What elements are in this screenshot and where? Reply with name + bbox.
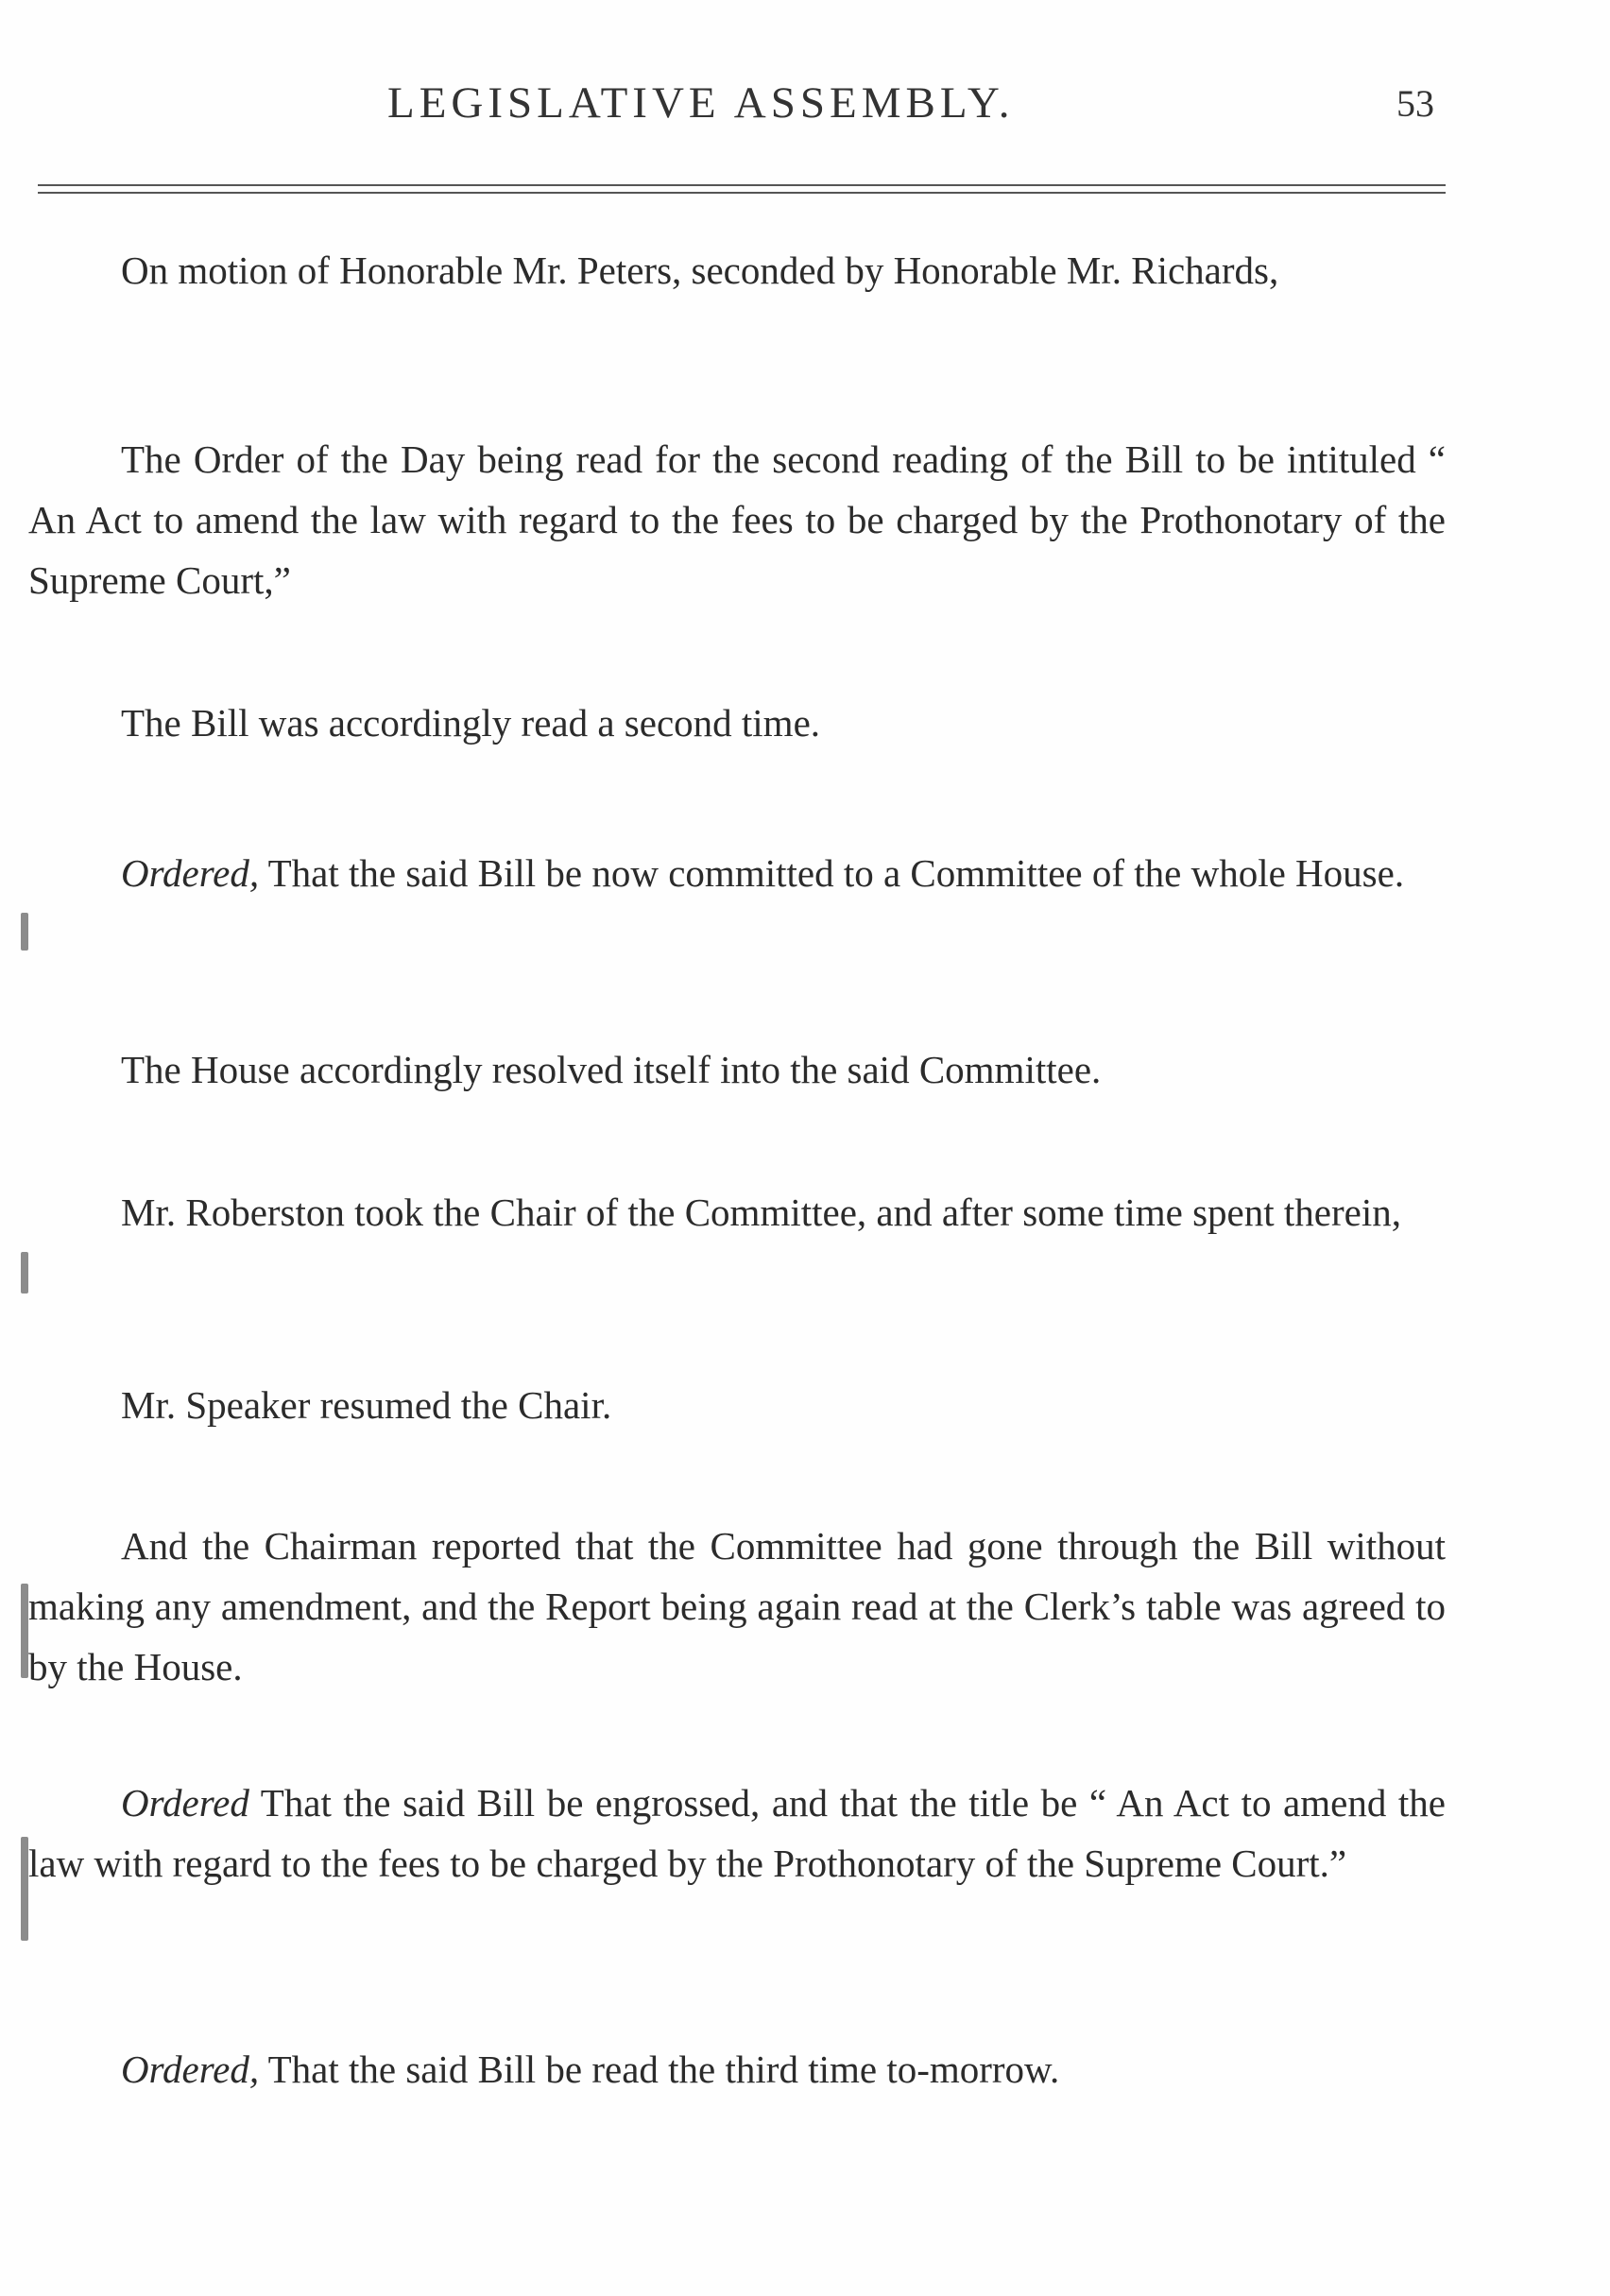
paragraph-text: The Bill was accordingly read a second time. — [121, 701, 821, 745]
paragraph-ordered-third-reading — [28, 2039, 1446, 2099]
header-rule-top — [38, 184, 1446, 186]
paragraph-text: That the said Bill be read the third time to-morrow. — [259, 2048, 1060, 2091]
paragraph-text: That the said Bill be engrossed, and that the title be “ An Act to amend the law with regard to the fees to be charged by the Prothonotary of the Supreme Court.” — [28, 1781, 1446, 1885]
paragraph-speaker-resumed — [28, 1375, 1446, 1435]
ordered-lead: Ordered, — [121, 851, 260, 895]
running-head: LEGISLATIVE ASSEMBLY. — [387, 78, 1015, 128]
paragraph-text: Mr. Speaker resumed the Chair. — [121, 1383, 612, 1427]
scan-mark — [21, 1584, 28, 1678]
paragraph-ordered-engrossed — [28, 1773, 1446, 1893]
scan-mark — [21, 1252, 28, 1294]
paragraph-text: Mr. Roberston took the Chair of the Committee, and after some time spent therein, — [121, 1191, 1401, 1234]
paragraph-order-of-day — [28, 429, 1446, 610]
paragraph-chair — [28, 1182, 1446, 1242]
page-number: 53 — [1396, 82, 1434, 125]
paragraph-text: The Order of the Day being read for the second reading of the Bill to be intituled “ An Act to amend the law with regard to the fees to be charged by the Prothonotary of the Supreme Court,” — [28, 437, 1446, 602]
paragraph-text: The House accordingly resolved itself into the said Committee. — [121, 1048, 1102, 1091]
paragraph-second-reading — [28, 693, 1446, 753]
paragraph-motion — [28, 240, 1446, 300]
scan-mark — [21, 913, 28, 951]
paragraph-ordered-committed — [28, 843, 1446, 903]
ordered-lead: Ordered, — [121, 2048, 260, 2091]
paragraph-house-resolved — [28, 1039, 1446, 1100]
paragraph-text: That the said Bill be now committed to a Committee of the whole House. — [259, 851, 1405, 895]
ordered-lead: Ordered — [121, 1781, 249, 1825]
header-rule-bottom — [38, 192, 1446, 194]
paragraph-text: On motion of Honorable Mr. Peters, seconded by Honorable Mr. Richards, — [121, 248, 1279, 292]
scan-mark — [21, 1837, 28, 1941]
paragraph-chairman-reported — [28, 1516, 1446, 1697]
paragraph-text: And the Chairman reported that the Committee had gone through the Bill without making any amendment, and the Report being again read at the Clerk’s table was agreed to by the House. — [28, 1524, 1446, 1688]
